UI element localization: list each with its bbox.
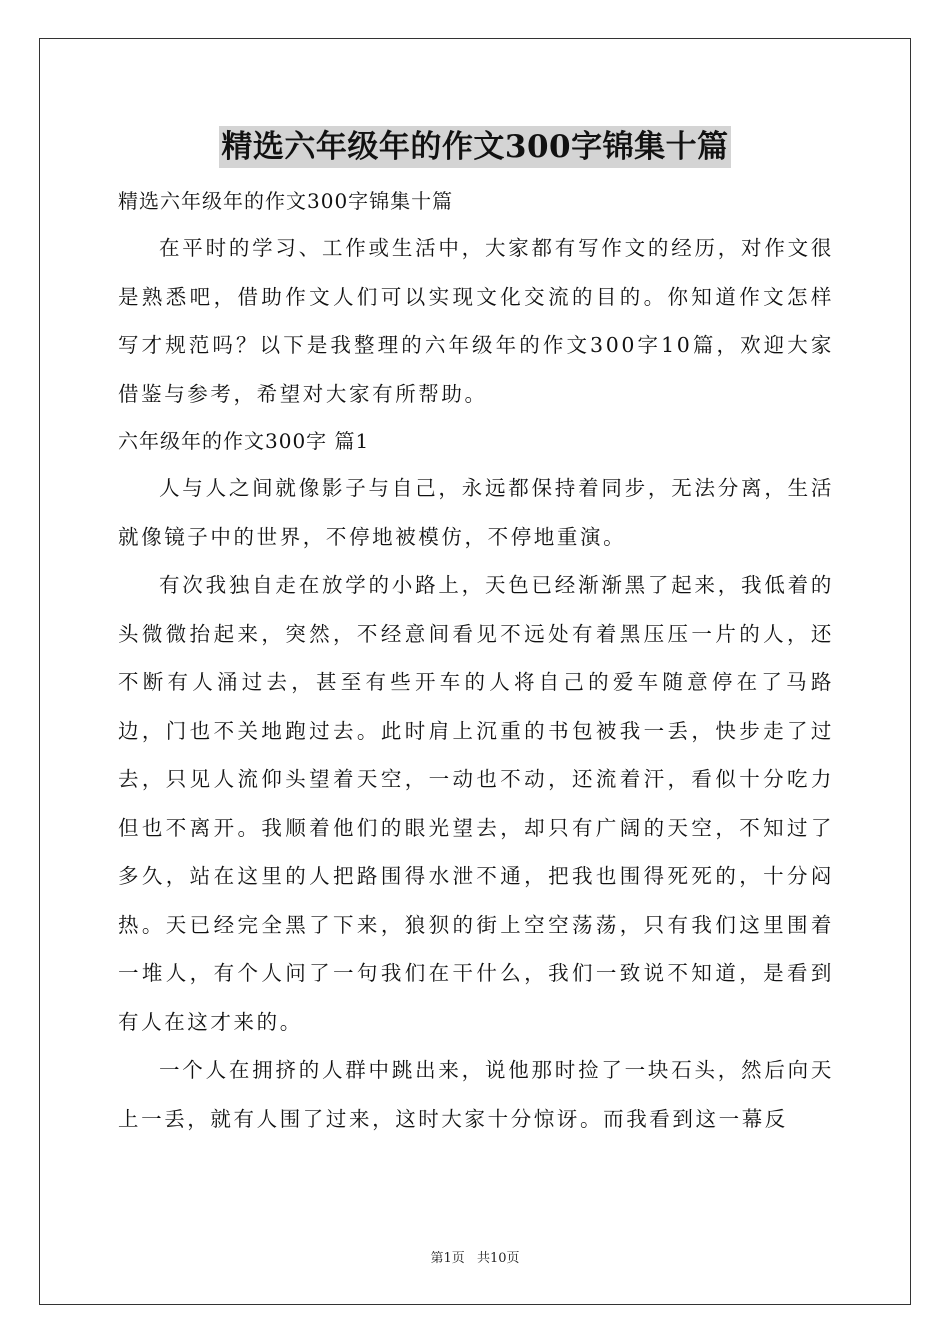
- body-paragraph-2: 有次我独自走在放学的小路上，天色已经渐渐黑了起来，我低着的头微微抬起来，突然，不经意间看见不远处有着黑压压一片的人，还不断有人涌过去，甚至有些开车的人将自己的爱车随意停在了马路边，门也不关地跑过去。此时肩上沉重的书包被我一丢，快步走了过去，只见人流仰头望着天空，一动也不动，还流着汗，看似十分吃力但也不离开。我顺着他们的眼光望去，却只有广阔的天空，不知过了多久，站在这里的人把路围得水泄不通，把我也围得死死的，十分闷热。天已经完全黑了下来，狼狈的街上空空荡荡，只有我们这里围着一堆人，有个人问了一句我们在干什么，我们一致说不知道，是看到有人在这才来的。: [118, 573, 834, 1034]
- page-footer: [0, 1247, 950, 1266]
- section-heading: 六年级年的作文300字 篇1: [118, 429, 370, 453]
- document-title: 精选六年级年的作文300字锦集十篇: [219, 126, 730, 168]
- page-total: 共10页: [476, 1251, 520, 1266]
- title-container: [0, 126, 950, 168]
- body-paragraph-3: 一个人在拥挤的人群中跳出来，说他那时捡了一块石头，然后向天上一丢，就有人围了过来，这时大家十分惊讶。而我看到这一幕反: [118, 1058, 834, 1131]
- page-number: 第1页: [430, 1251, 465, 1266]
- intro-paragraph: 在平时的学习、工作或生活中，大家都有写作文的经历，对作文很是熟悉吧，借助作文人们可以实现文化交流的目的。你知道作文怎样写才规范吗？以下是我整理的六年级年的作文300字10篇，欢迎大家借鉴与参考，希望对大家有所帮助。: [118, 236, 834, 406]
- document-subtitle: 精选六年级年的作文300字锦集十篇: [118, 189, 454, 213]
- document-body: [118, 178, 834, 1143]
- body-paragraph-1: 人与人之间就像影子与自己，永远都保持着同步，无法分离，生活就像镜子中的世界，不停地被模仿，不停地重演。: [118, 476, 834, 549]
